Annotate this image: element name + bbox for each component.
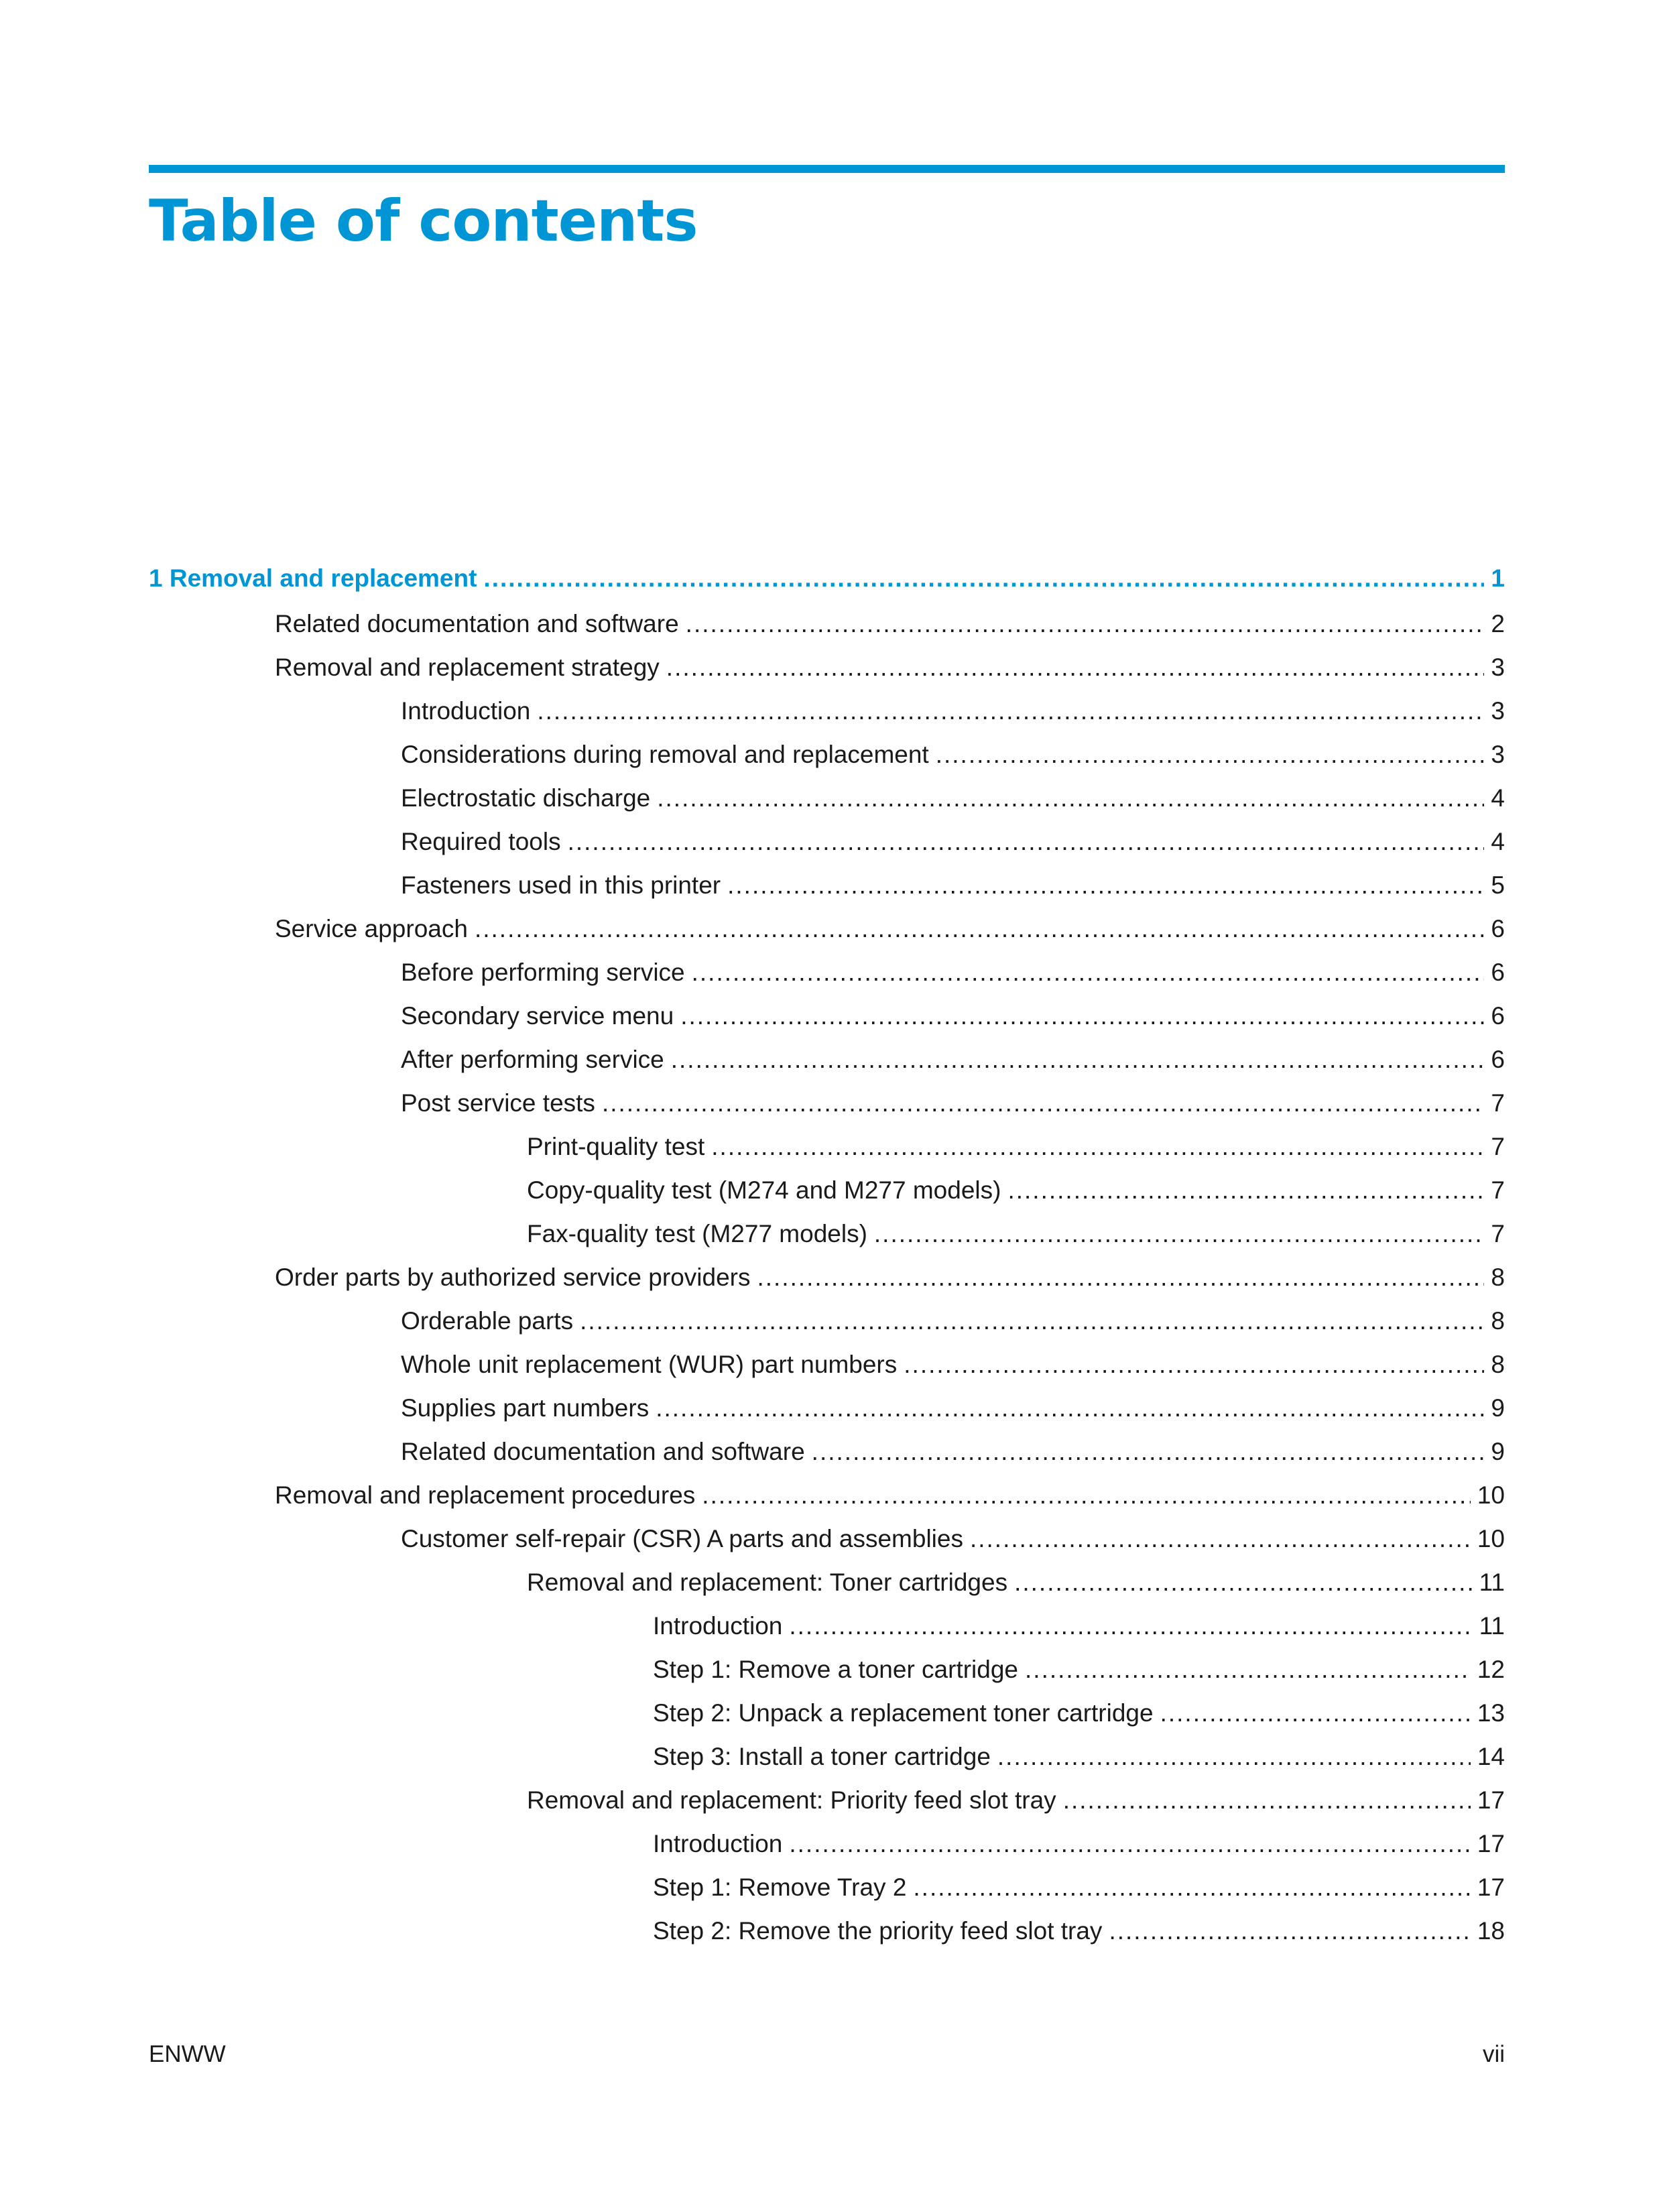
toc-entry-title: Introduction xyxy=(653,1830,783,1857)
toc-page-number: 8 xyxy=(1491,1264,1505,1291)
toc-page-number: 3 xyxy=(1491,741,1505,768)
toc-entry[interactable] xyxy=(527,1174,1505,1207)
dot-leader xyxy=(936,738,1485,772)
toc-page-number: 18 xyxy=(1477,1917,1505,1945)
toc-entry-title: Removal and replacement: Toner cartridges xyxy=(527,1569,1008,1596)
dot-leader xyxy=(671,1043,1485,1077)
dot-leader xyxy=(537,694,1484,728)
toc-entry[interactable] xyxy=(401,738,1505,772)
toc-entry[interactable] xyxy=(527,1130,1505,1164)
dot-leader xyxy=(657,782,1484,815)
dot-leader xyxy=(1014,1566,1473,1599)
dot-leader xyxy=(1160,1697,1471,1730)
toc-entry[interactable] xyxy=(401,825,1505,859)
toc-page-number: 4 xyxy=(1491,828,1505,855)
toc-page-number: 3 xyxy=(1491,654,1505,681)
toc-entry-title: Step 2: Unpack a replacement toner cartridge xyxy=(653,1699,1154,1727)
toc-entry-title: Customer self-repair (CSR) A parts and assemblies xyxy=(401,1525,963,1552)
toc-entry[interactable] xyxy=(275,1261,1505,1294)
toc-entry-title: Step 1: Remove Tray 2 xyxy=(653,1873,907,1901)
toc-page-number: 1 xyxy=(1491,564,1505,592)
toc-entry-title: Removal and replacement strategy xyxy=(275,654,660,681)
toc-entry[interactable] xyxy=(653,1697,1505,1730)
toc-entry-title: Removal and replacement procedures xyxy=(275,1481,696,1509)
toc-page-number: 6 xyxy=(1491,1002,1505,1030)
dot-leader xyxy=(483,562,1484,595)
dot-leader xyxy=(970,1522,1471,1556)
toc-entry[interactable] xyxy=(275,912,1505,946)
toc-entry-title: After performing service xyxy=(401,1046,664,1073)
toc-entry[interactable] xyxy=(527,1566,1505,1599)
toc-page-number: 8 xyxy=(1491,1307,1505,1335)
dot-leader xyxy=(727,869,1484,902)
toc-entry-title: Service approach xyxy=(275,915,468,942)
toc-entry[interactable] xyxy=(401,1435,1505,1469)
dot-leader xyxy=(656,1392,1484,1425)
toc-entry-title: Order parts by authorized service providers xyxy=(275,1264,751,1291)
dot-leader xyxy=(789,1609,1472,1643)
toc-entry[interactable] xyxy=(401,1304,1505,1338)
toc-entry-title: Related documentation and software xyxy=(275,610,679,637)
toc-page-number: 17 xyxy=(1477,1830,1505,1857)
toc-entry[interactable] xyxy=(653,1653,1505,1686)
toc-page-number: 13 xyxy=(1477,1699,1505,1727)
toc-entry-title: Fasteners used in this printer xyxy=(401,871,721,899)
toc-entry[interactable] xyxy=(653,1914,1505,1948)
toc-page-number: 4 xyxy=(1491,784,1505,812)
toc-entry[interactable] xyxy=(401,956,1505,989)
toc-entry-title: Print-quality test xyxy=(527,1133,705,1160)
toc-entry-title: Fax-quality test (M277 models) xyxy=(527,1220,867,1247)
toc-entry[interactable] xyxy=(527,1217,1505,1251)
toc-entry-title: Copy-quality test (M274 and M277 models) xyxy=(527,1176,1001,1204)
dot-leader xyxy=(602,1087,1484,1120)
toc-entry-title: Related documentation and software xyxy=(401,1438,805,1465)
dot-leader xyxy=(913,1871,1470,1904)
toc-page-number: 11 xyxy=(1479,1612,1505,1640)
dot-leader xyxy=(757,1261,1484,1294)
dot-leader xyxy=(580,1304,1484,1338)
toc-page-number: 17 xyxy=(1477,1873,1505,1901)
toc-entry-title: Electrostatic discharge xyxy=(401,784,651,812)
toc-page-number: 8 xyxy=(1491,1351,1505,1378)
toc-entry-title: 1 Removal and replacement xyxy=(149,564,477,592)
toc-entry-title: Whole unit replacement (WUR) part numbers xyxy=(401,1351,898,1378)
toc-entry-title: Orderable parts xyxy=(401,1307,574,1335)
toc-page-number: 9 xyxy=(1491,1438,1505,1465)
toc-page-number: 7 xyxy=(1491,1089,1505,1117)
dot-leader xyxy=(475,912,1484,946)
toc-entry[interactable] xyxy=(401,1043,1505,1077)
toc-entry-title: Before performing service xyxy=(401,959,685,986)
toc-entry-title: Post service tests xyxy=(401,1089,595,1117)
toc-entry[interactable] xyxy=(401,869,1505,902)
toc-page-number: 10 xyxy=(1477,1481,1505,1509)
toc-entry[interactable] xyxy=(401,1087,1505,1120)
toc-entry[interactable] xyxy=(653,1827,1505,1861)
toc-entry-title: Considerations during removal and replacement xyxy=(401,741,929,768)
dot-leader xyxy=(702,1479,1471,1512)
toc-entry-title: Required tools xyxy=(401,828,561,855)
toc-entry[interactable] xyxy=(275,607,1505,641)
dot-leader xyxy=(686,607,1485,641)
toc-page-number: 12 xyxy=(1477,1656,1505,1683)
toc-page-number: 5 xyxy=(1491,871,1505,899)
dot-leader xyxy=(789,1827,1470,1861)
dot-leader xyxy=(692,956,1485,989)
toc-entry[interactable] xyxy=(653,1871,1505,1904)
dot-leader xyxy=(1109,1914,1470,1948)
dot-leader xyxy=(874,1217,1485,1251)
toc-entry[interactable] xyxy=(275,651,1505,684)
toc-page-number: 17 xyxy=(1477,1786,1505,1814)
dot-leader xyxy=(1007,1174,1484,1207)
toc-entry[interactable] xyxy=(401,782,1505,815)
toc-entry[interactable] xyxy=(653,1609,1505,1643)
toc-entry[interactable] xyxy=(401,999,1505,1033)
dot-leader xyxy=(711,1130,1484,1164)
toc-entry[interactable] xyxy=(401,1348,1505,1381)
dot-leader xyxy=(997,1740,1471,1774)
toc-entry-title: Introduction xyxy=(401,697,531,725)
toc-entry[interactable] xyxy=(275,1479,1505,1512)
toc-page-number: 6 xyxy=(1491,959,1505,986)
toc-page-number: 7 xyxy=(1491,1176,1505,1204)
toc-page-number: 2 xyxy=(1491,610,1505,637)
dot-leader xyxy=(1063,1784,1471,1817)
toc-page-number: 6 xyxy=(1491,1046,1505,1073)
footer-page-number: vii xyxy=(1482,2041,1505,2067)
dot-leader xyxy=(666,651,1485,684)
toc-page-number: 7 xyxy=(1491,1220,1505,1247)
toc-entry[interactable] xyxy=(653,1740,1505,1774)
dot-leader xyxy=(568,825,1485,859)
page-title: Table of contents xyxy=(149,188,698,255)
dot-leader xyxy=(1025,1653,1471,1686)
toc-chapter-1[interactable] xyxy=(149,562,1505,595)
footer-doc-code: ENWW xyxy=(149,2041,226,2067)
toc-entry[interactable] xyxy=(401,694,1505,728)
toc-page-number: 9 xyxy=(1491,1394,1505,1422)
toc-page-number: 7 xyxy=(1491,1133,1505,1160)
toc-page-number: 14 xyxy=(1477,1743,1505,1770)
dot-leader xyxy=(680,999,1484,1033)
toc-entry-title: Step 3: Install a toner cartridge xyxy=(653,1743,991,1770)
toc-entry-title: Step 1: Remove a toner cartridge xyxy=(653,1656,1019,1683)
toc-page-number: 3 xyxy=(1491,697,1505,725)
toc-page-number: 6 xyxy=(1491,915,1505,942)
dot-leader xyxy=(812,1435,1485,1469)
toc-entry-title: Supplies part numbers xyxy=(401,1394,650,1422)
toc-entry-title: Step 2: Remove the priority feed slot tray xyxy=(653,1917,1103,1945)
toc-page-number: 11 xyxy=(1479,1569,1505,1596)
toc-entry-title: Secondary service menu xyxy=(401,1002,674,1030)
dot-leader xyxy=(904,1348,1484,1381)
toc-entry-title: Introduction xyxy=(653,1612,783,1640)
toc-entry[interactable] xyxy=(527,1784,1505,1817)
toc-entry[interactable] xyxy=(401,1522,1505,1556)
toc-entry[interactable] xyxy=(401,1392,1505,1425)
toc-entry-title: Removal and replacement: Priority feed slot tray xyxy=(527,1786,1056,1814)
toc-page-number: 10 xyxy=(1477,1525,1505,1552)
